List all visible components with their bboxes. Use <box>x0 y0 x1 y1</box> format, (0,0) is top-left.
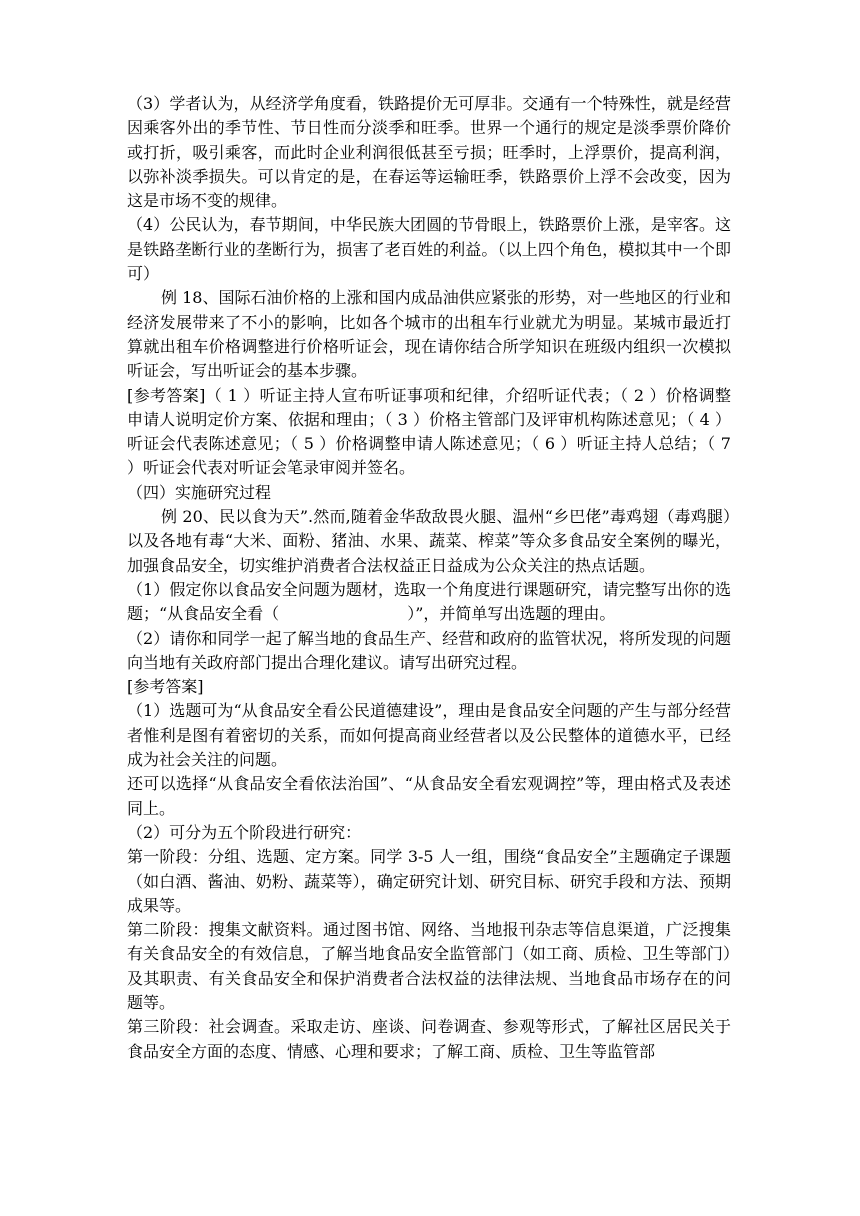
paragraph-question-2: （2）请你和同学一起了解当地的食品生产、经营和政府的监管状况，将所发现的问题向当地有关政府部门提出合理化建议。请写出研究过程。 <box>127 628 731 672</box>
paragraph-answer-1: （1）选题可为“从食品安全看公民道德建设”，理由是食品安全问题的产生与部分经营者惟利是图有着密切的关系，而如何提高商业经营者以及公民整体的道德水平，已经成为社会关注的问题。 <box>127 701 731 770</box>
paragraph-answer-18: [参考答案]（ 1 ）听证主持人宣布听证事项和纪律，介绍听证代表；（ 2 ）价格调整申请人说明定价方案、依据和理由；（ 3 ）价格主管部门及评审机构陈述意见；（ 4 ）听证会代表陈述意见；（ 5 ）价格调整申请人陈述意见；（ 6 ）听证主持人总结；（ 7 ）听证会代表对听证会笔录审阅并签名。 <box>127 385 731 478</box>
paragraph-scholar-view: （3）学者认为，从经济学角度看，铁路提价无可厚非。交通有一个特殊性，就是经营因乘客外出的季节性、节日性而分淡季和旺季。世界一个通行的规定是淡季票价降价或打折，吸引乘客，而此时企业利润很低甚至亏损；旺季时，上浮票价，提高利润，以弥补淡季损失。可以肯定的是，在春运等运输旺季，铁路票价上浮不会改变，因为这是市场不变的规律。 <box>127 94 731 211</box>
paragraph-stage-3: 第三阶段：社会调查。采取走访、座谈、问卷调查、参观等形式，了解社区居民关于食品安全方面的态度、情感、心理和要求；了解工商、质检、卫生等监管部 <box>127 1017 731 1061</box>
paragraph-answer-2: （2）可分为五个阶段进行研究： <box>127 822 362 842</box>
paragraph-citizen-view: （4）公民认为，春节期间，中华民族大团圆的节骨眼上，铁路票价上涨，是宰客。这是铁路垄断行业的垄断行为，损害了老百姓的利益。（以上四个角色，模拟其中一个即可） <box>127 215 731 284</box>
paragraph-example-20: 例 20、民以食为天”.然而,随着金华敌敌畏火腿、温州“乡巴佬”毒鸡翅（毒鸡腿）以及各地有毒“大米、面粉、猪油、水果、蔬菜、榨菜”等众多食品安全案例的曝光，加强食品安全，切实维护消费者合法权益正日益成为公众关注的热点话题。 <box>127 507 731 575</box>
paragraph-answer-label: [参考答案] <box>127 677 204 697</box>
document-page <box>127 92 731 1064</box>
question-1-text-end: ）”，并简单写出选题的理由。 <box>407 604 616 624</box>
paragraph-answer-1-alt: 还可以选择“从食品安全看依法治国”、“从食品安全看宏观调控”等，理由格式及表述同上。 <box>127 774 731 818</box>
paragraph-example-18: 例 18、国际石油价格的上涨和国内成品油供应紧张的形势，对一些地区的行业和经济发展带来了不小的影响，比如各个城市的出租车行业就尤为明显。某城市最近打算就出租车价格调整进行价格听证会，现在请你结合所学知识在班级内组织一次模拟听证会，写出听证会的基本步骤。 <box>127 288 731 381</box>
section-heading-implement-research: （四）实施研究过程 <box>127 482 272 502</box>
paragraph-question-1 <box>127 578 731 627</box>
question-1-text: （1）假定你以食品安全问题为题材，选取一个角度进行课题研究，请完整写出你的选题；“从食品安全看（ <box>127 579 731 624</box>
paragraph-stage-1: 第一阶段：分组、选题、定方案。同学 3-5 人一组，围绕“食品安全”主题确定子课题（如白酒、酱油、奶粉、蔬菜等），确定研究计划、研究目标、研究手段和方法、预期成果等。 <box>127 847 731 915</box>
paragraph-stage-2: 第二阶段：搜集文献资料。通过图书馆、网络、当地报刊杂志等信息渠道，广泛搜集有关食品安全的有效信息，了解当地食品安全监管部门（如工商、质检、卫生等部门）及其职责、有关食品安全和保护消费者合法权益的法律法规、当地食品市场存在的问题等。 <box>127 920 731 1012</box>
